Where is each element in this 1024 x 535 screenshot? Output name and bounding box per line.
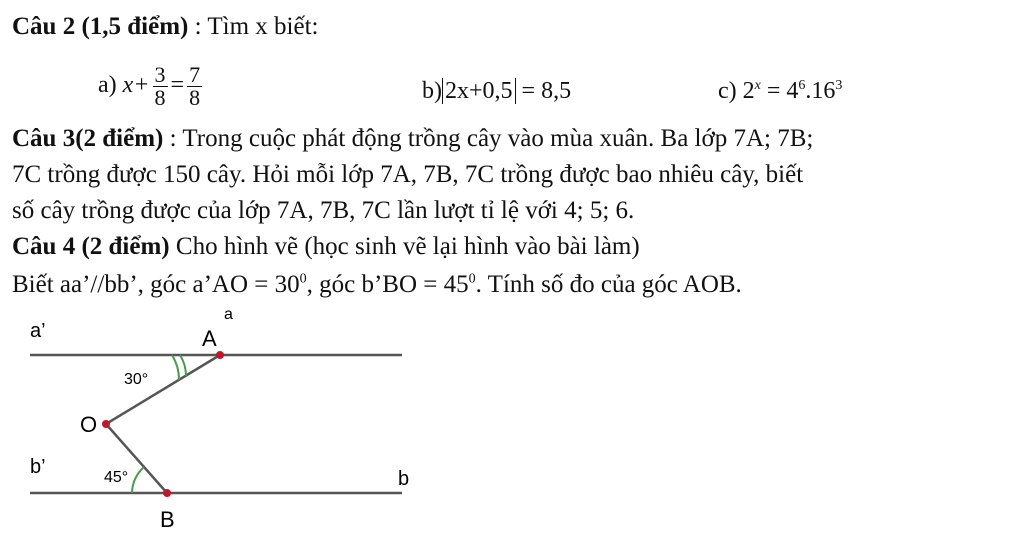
label-b: b — [398, 468, 410, 490]
point-O — [102, 420, 110, 428]
angle-label-30: 30° — [124, 371, 149, 388]
angle-label-45: 45° — [104, 469, 129, 486]
angle-arc-B — [132, 467, 144, 493]
question-3-title: Câu 3(2 điểm) — [12, 125, 164, 152]
exponent-6: 6 — [798, 78, 806, 93]
question-2a-lhs: x+ — [122, 72, 150, 99]
point-B — [163, 489, 171, 497]
equals-4: = 4 — [760, 78, 799, 104]
absolute-value-expression: 2x+0,5 — [442, 78, 516, 104]
question-3-text-1: : Trong cuộc phát động trồng cây vào mùa xuân. Ba lớp 7A; 7B; — [163, 125, 814, 152]
given-part-2: , góc b’BO = 45 — [306, 271, 469, 298]
fraction-denominator: 8 — [189, 85, 201, 110]
fraction-numerator: 3 — [154, 62, 166, 87]
given-part-3: . Tính số đo của góc AOB. — [475, 271, 742, 298]
label-a: a — [224, 306, 233, 323]
given-part-1: Biết aa’//bb’, góc a’AO = 30 — [12, 271, 300, 298]
equals-sign: = — [170, 72, 185, 99]
exponent-x: x — [754, 78, 761, 93]
point-A — [216, 351, 224, 359]
degree-sup-2: 0 — [468, 271, 476, 287]
label-a-prime: a’ — [30, 320, 46, 342]
label-O: O — [80, 412, 98, 437]
question-2b-rhs: = 8,5 — [521, 78, 572, 104]
angle-arc-A-2 — [172, 355, 179, 380]
fraction-numerator: 7 — [189, 62, 201, 87]
degree-sup-1: 0 — [299, 271, 307, 287]
question-2-title: Câu 2 (1,5 điểm) — [12, 13, 189, 40]
label-B: B — [160, 507, 175, 532]
fraction-denominator: 8 — [154, 85, 166, 110]
question-2-prompt: : Tìm x biết: — [194, 13, 319, 40]
question-2b-label: b) — [422, 78, 442, 104]
question-3-line-3: số cây trồng được của lớp 7A, 7B, 7C lần lượt tỉ lệ với 4; 5; 6. — [12, 197, 635, 224]
power-base: 2 — [742, 78, 755, 104]
question-2a-label: a) — [98, 72, 117, 99]
exponent-3: 3 — [835, 78, 843, 93]
label-A: A — [202, 326, 217, 351]
question-4-title: Câu 4 (2 điểm) — [12, 233, 170, 260]
question-4-instruction: Cho hình vẽ (học sinh vẽ lại hình vào bài làm) — [169, 233, 640, 260]
label-b-prime: b’ — [30, 456, 46, 478]
times-16: .16 — [805, 78, 836, 104]
question-2c-label: c) — [718, 78, 737, 104]
question-3-line-2: 7C trồng được 150 cây. Hỏi mỗi lớp 7A, 7B, 7C trồng được bao nhiêu cây, biết — [12, 161, 804, 188]
segment-OA — [106, 355, 220, 424]
angle-arc-A-1 — [180, 355, 186, 376]
